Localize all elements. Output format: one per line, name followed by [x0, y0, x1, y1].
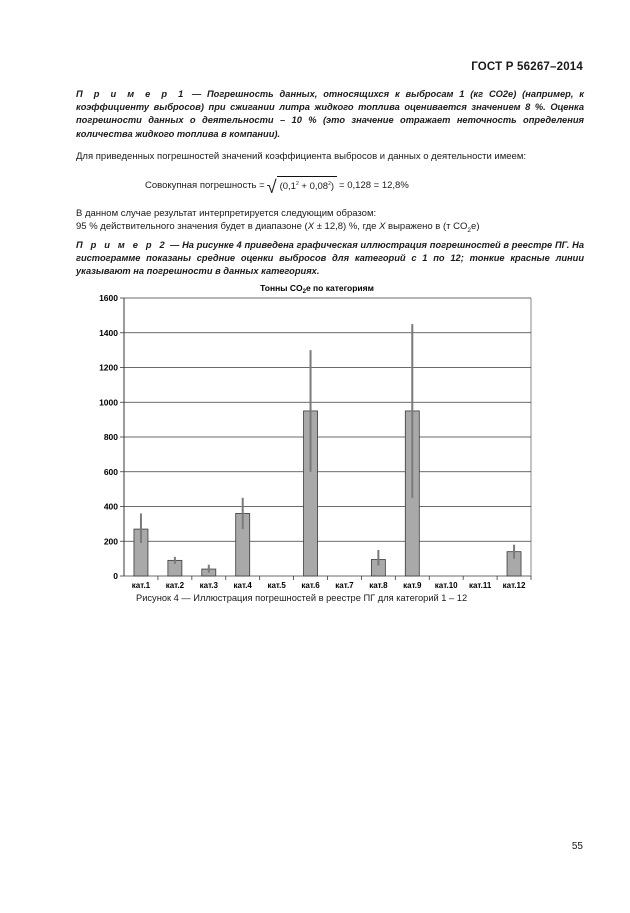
example-2-text: — На рисунке 4 приведена графическая иллюстрация погрешностей в реестре ПГ. На гистограмме показаны средние оценки выбросов для категорий с 1 по 12; тонкие красные линии указывают на погрешности в данных категориях. — [76, 240, 584, 277]
x-tick-label: кат.6 — [301, 581, 320, 590]
chart-title-sub: 2 — [302, 289, 306, 295]
paragraph-confidence-range — [76, 221, 584, 237]
y-tick-label: 600 — [103, 466, 118, 477]
y-axis-ticks — [99, 293, 118, 581]
y-tick-label: 1600 — [99, 293, 118, 303]
example-1 — [76, 88, 584, 141]
paragraph-interpretation: В данном случае результат интерпретируется следующим образом: — [76, 208, 377, 219]
figure-caption: Рисунок 4 — Иллюстрация погрешностей в реестре ПГ для категорий 1 – 12 — [136, 593, 468, 603]
formula-radicand: $(0,1^2 + 0,08^2)$ — [277, 176, 337, 194]
example-1-label: П р и м е р 1 — [76, 89, 186, 99]
y-tick-label: 200 — [103, 536, 118, 547]
range-x2: X — [379, 221, 386, 232]
chart-grid — [120, 298, 531, 580]
x-tick-label: кат.11 — [468, 581, 492, 590]
sqrt-sign-icon: √ — [266, 177, 277, 198]
range-x1: X — [307, 221, 315, 232]
x-tick-label: кат.9 — [403, 581, 422, 590]
formula-rhs: = 0,128 = 12,8% — [339, 179, 409, 191]
chart-title — [260, 283, 374, 295]
chart-bars — [134, 411, 521, 576]
x-tick-label: кат.2 — [165, 581, 185, 590]
paragraph-uncertainty-intro: Для приведенных погрешностей значений коэффициента выбросов и данных о деятельности имеем: — [76, 151, 527, 162]
example-1-text: — Погрешность данных, относящихся к выбросам 1 (кг CO2e) (например, к коэффициенту выбросов) при сжигании литра жидкого топлива оценивается значением 8 %. Оценка погрешности данных о деятельности – 10 % (это значение отражает неточность определения количества жидкого топлива в компании). — [76, 89, 584, 139]
example-2 — [76, 239, 584, 279]
range-text-after: выражено в (т CO — [385, 221, 468, 232]
uncertainty-formula — [145, 176, 409, 198]
chart-title-post: е по категориям — [305, 283, 374, 293]
chart-title-pre: Тонны CO — [260, 283, 303, 293]
example-2-label: П р и м е р 2 — [76, 240, 168, 250]
radicand-a: 0,1 — [282, 181, 296, 193]
y-tick-label: 1000 — [99, 397, 118, 408]
x-tick-label: кат.12 — [502, 581, 526, 590]
y-tick-label: 0 — [113, 571, 118, 581]
range-text-before: 95 % действительного значения будет в диапазоне ( — [76, 221, 308, 232]
x-tick-label: кат.7 — [335, 581, 354, 590]
range-subscript: 2 — [467, 226, 472, 234]
emissions-chart-svg — [84, 280, 544, 595]
y-tick-label: 800 — [103, 432, 118, 442]
standard-header: ГОСТ Р 56267–2014 — [471, 61, 583, 73]
chart-error-bars — [141, 324, 514, 572]
formula-sqrt — [266, 176, 337, 198]
y-tick-label: 1200 — [99, 362, 118, 373]
formula-lhs: Совокупная погрешность = — [145, 179, 265, 191]
x-tick-label: кат.10 — [434, 581, 458, 590]
emissions-chart — [84, 280, 544, 595]
y-tick-label: 1400 — [99, 327, 118, 338]
radicand-plus: + — [301, 181, 307, 193]
x-tick-label: кат.5 — [267, 581, 286, 590]
x-tick-label: кат.8 — [369, 581, 388, 590]
x-axis-labels — [132, 581, 526, 590]
y-tick-label: 400 — [103, 501, 118, 512]
range-text-end: е) — [471, 221, 480, 232]
radicand-b: 0,08 — [309, 181, 329, 193]
range-text-mid: ± 12,8) %, где — [314, 221, 380, 232]
page-number: 55 — [571, 841, 583, 852]
x-tick-label: кат.4 — [233, 581, 252, 590]
x-tick-label: кат.1 — [131, 581, 151, 590]
x-tick-label: кат.3 — [199, 581, 218, 590]
